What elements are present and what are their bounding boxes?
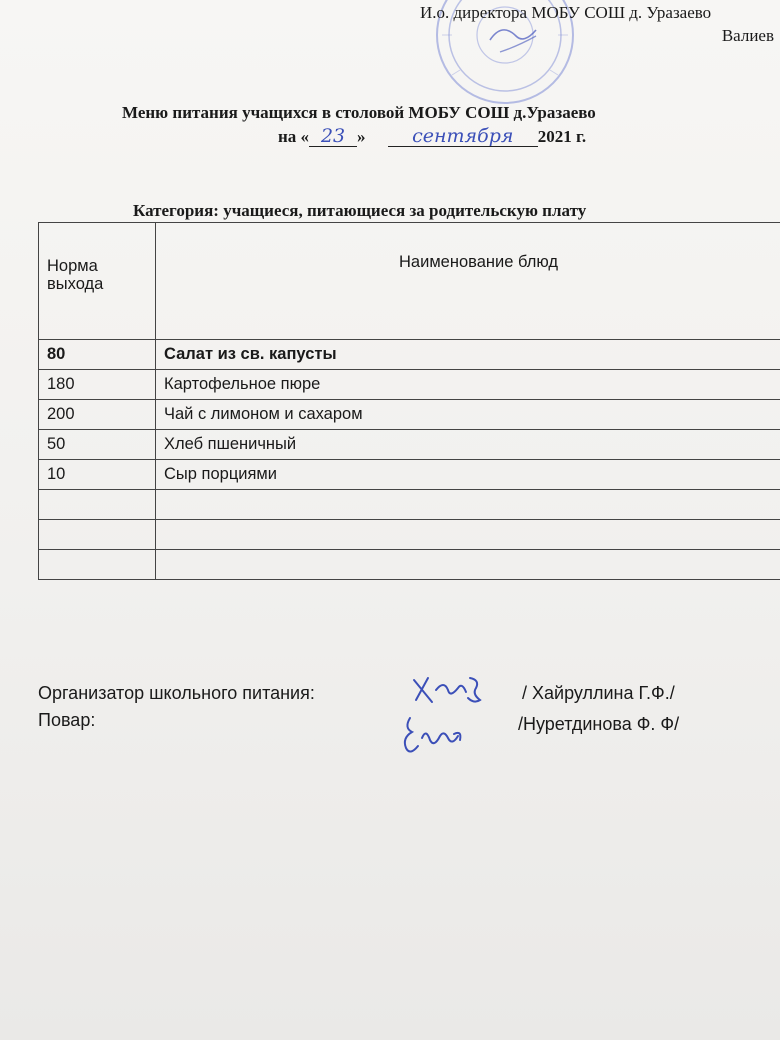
row-norm (39, 490, 156, 520)
date-day: 23 (309, 126, 357, 147)
row-norm: 200 (39, 400, 156, 430)
date-month: сентября (388, 126, 538, 147)
row-norm (39, 550, 156, 580)
row-dish: Салат из св. капусты (156, 340, 780, 370)
row-norm: 50 (39, 430, 156, 460)
row-dish: Картофельное пюре (156, 370, 780, 400)
table-row (39, 400, 780, 430)
row-norm: 10 (39, 460, 156, 490)
date-mid: » (357, 127, 366, 146)
row-dish: Хлеб пшеничный (156, 430, 780, 460)
cook-name: /Нуретдинова Ф. Ф/ (518, 714, 680, 734)
row-dish (156, 520, 780, 550)
table-row (39, 430, 780, 460)
date-prefix: на « (278, 127, 310, 146)
category-line: Категория: учащиеся, питающиеся за родительскую плату (133, 201, 587, 220)
table-row (39, 340, 780, 370)
approval-line-2: Валиев (721, 26, 774, 45)
organizer-label: Организатор школьного питания: (38, 683, 315, 703)
table-row (39, 490, 780, 520)
table-row (39, 370, 780, 400)
date-year: 2021 г. (537, 127, 587, 146)
cook-signature (396, 712, 476, 758)
row-norm: 180 (39, 370, 156, 400)
organizer-signature (410, 672, 500, 708)
organizer-name: / Хайруллина Г.Ф./ (522, 683, 675, 703)
row-norm: 80 (39, 340, 156, 370)
table-row (39, 460, 780, 490)
row-dish (156, 490, 780, 520)
row-dish: Сыр порциями (156, 460, 780, 490)
header-norm: Норма выхода (39, 223, 156, 340)
header-dish: Наименование блюд (156, 223, 780, 340)
menu-table (38, 222, 780, 580)
row-dish (156, 550, 780, 580)
table-row (39, 520, 780, 550)
date-line (278, 126, 586, 147)
table-row (39, 550, 780, 580)
menu-title: Меню питания учащихся в столовой МОБУ СОШ д.Уразаево (122, 103, 596, 122)
table-header-row (39, 223, 780, 340)
row-dish: Чай с лимоном и сахаром (156, 400, 780, 430)
cook-label: Повар: (38, 710, 96, 730)
row-norm (39, 520, 156, 550)
approval-line-1: И.о. директора МОБУ СОШ д. Уразаево (420, 3, 712, 22)
